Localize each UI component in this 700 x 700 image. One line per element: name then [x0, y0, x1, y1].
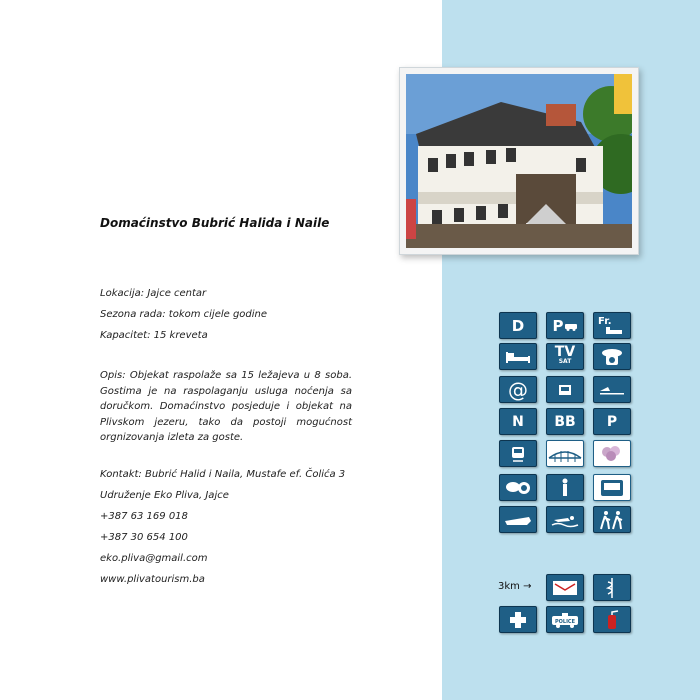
tourist-info-icon	[499, 474, 537, 501]
n-icon	[499, 408, 537, 435]
fire-extinguisher-icon	[593, 606, 631, 633]
pharmacy-icon	[593, 574, 631, 601]
p-icon	[593, 408, 631, 435]
hospital-cross-icon	[499, 606, 537, 633]
parking-letter: P	[552, 316, 564, 335]
contact-text: Kontakt: Bubrić Halid i Naila, Mustafe ef. Čolića 3	[100, 469, 346, 480]
capacity-text: Kapacitet: 15 kreveta	[100, 330, 208, 341]
d-icon	[499, 312, 537, 339]
person-icon	[546, 474, 584, 501]
d-icon-label: D	[511, 316, 525, 335]
bridge-icon	[546, 440, 584, 467]
bb-label: BB	[554, 413, 576, 430]
fr-label: Fr.	[598, 316, 612, 327]
police-text: POLICE	[554, 618, 576, 625]
email-link[interactable]: eko.pliva@gmail.com	[100, 553, 208, 564]
website-link[interactable]: www.plivatourism.ba	[100, 574, 205, 585]
police-icon	[546, 606, 584, 633]
ironing-icon	[593, 376, 631, 403]
atm-icon	[593, 474, 631, 501]
listing-title: Domaćinstvo Bubrić Halida i Naile	[100, 216, 330, 230]
laundry-iron-icon	[546, 376, 584, 403]
sat-label: SAT	[558, 357, 572, 365]
phone-2[interactable]: +387 30 654 100	[100, 532, 188, 543]
house-photo	[406, 74, 632, 248]
internet-at-icon	[499, 376, 537, 403]
bb-icon	[546, 408, 584, 435]
tv-sat-icon	[546, 343, 584, 370]
hiking-icon	[593, 506, 631, 533]
association-text: Udruženje Eko Pliva, Jajce	[100, 490, 229, 501]
tv-label: TV	[554, 343, 576, 360]
photo-frame	[399, 67, 639, 255]
p-label: P	[606, 413, 618, 430]
boat-icon	[499, 506, 537, 533]
n-label: N	[512, 413, 524, 430]
swimming-icon	[546, 506, 584, 533]
season-text: Sezona rada: tokom cijele godine	[100, 309, 268, 320]
distance-label: 3km →	[498, 581, 532, 592]
location-text: Lokacija: Jajce centar	[100, 288, 207, 299]
flowers-icon	[593, 440, 631, 467]
phone-1[interactable]: +387 63 169 018	[100, 511, 188, 522]
parking-car-icon	[546, 312, 584, 339]
fridge-bed-icon	[593, 312, 631, 339]
post-office-icon	[546, 574, 584, 601]
at-label: @	[508, 377, 528, 402]
description-text: Opis: Objekat raspolaže sa 15 ležajeva u 8 soba. Gostima je na raspolaganju usluga noćenja sa doručkom. Domaćinstvo posjeduje i objekat na Plivskom jezeru, tako da postoji mogućnost orgnizovanja izleta za goste.	[100, 370, 352, 443]
telephone-icon	[593, 343, 631, 370]
train-icon	[499, 440, 537, 467]
bed-icon	[499, 343, 537, 370]
